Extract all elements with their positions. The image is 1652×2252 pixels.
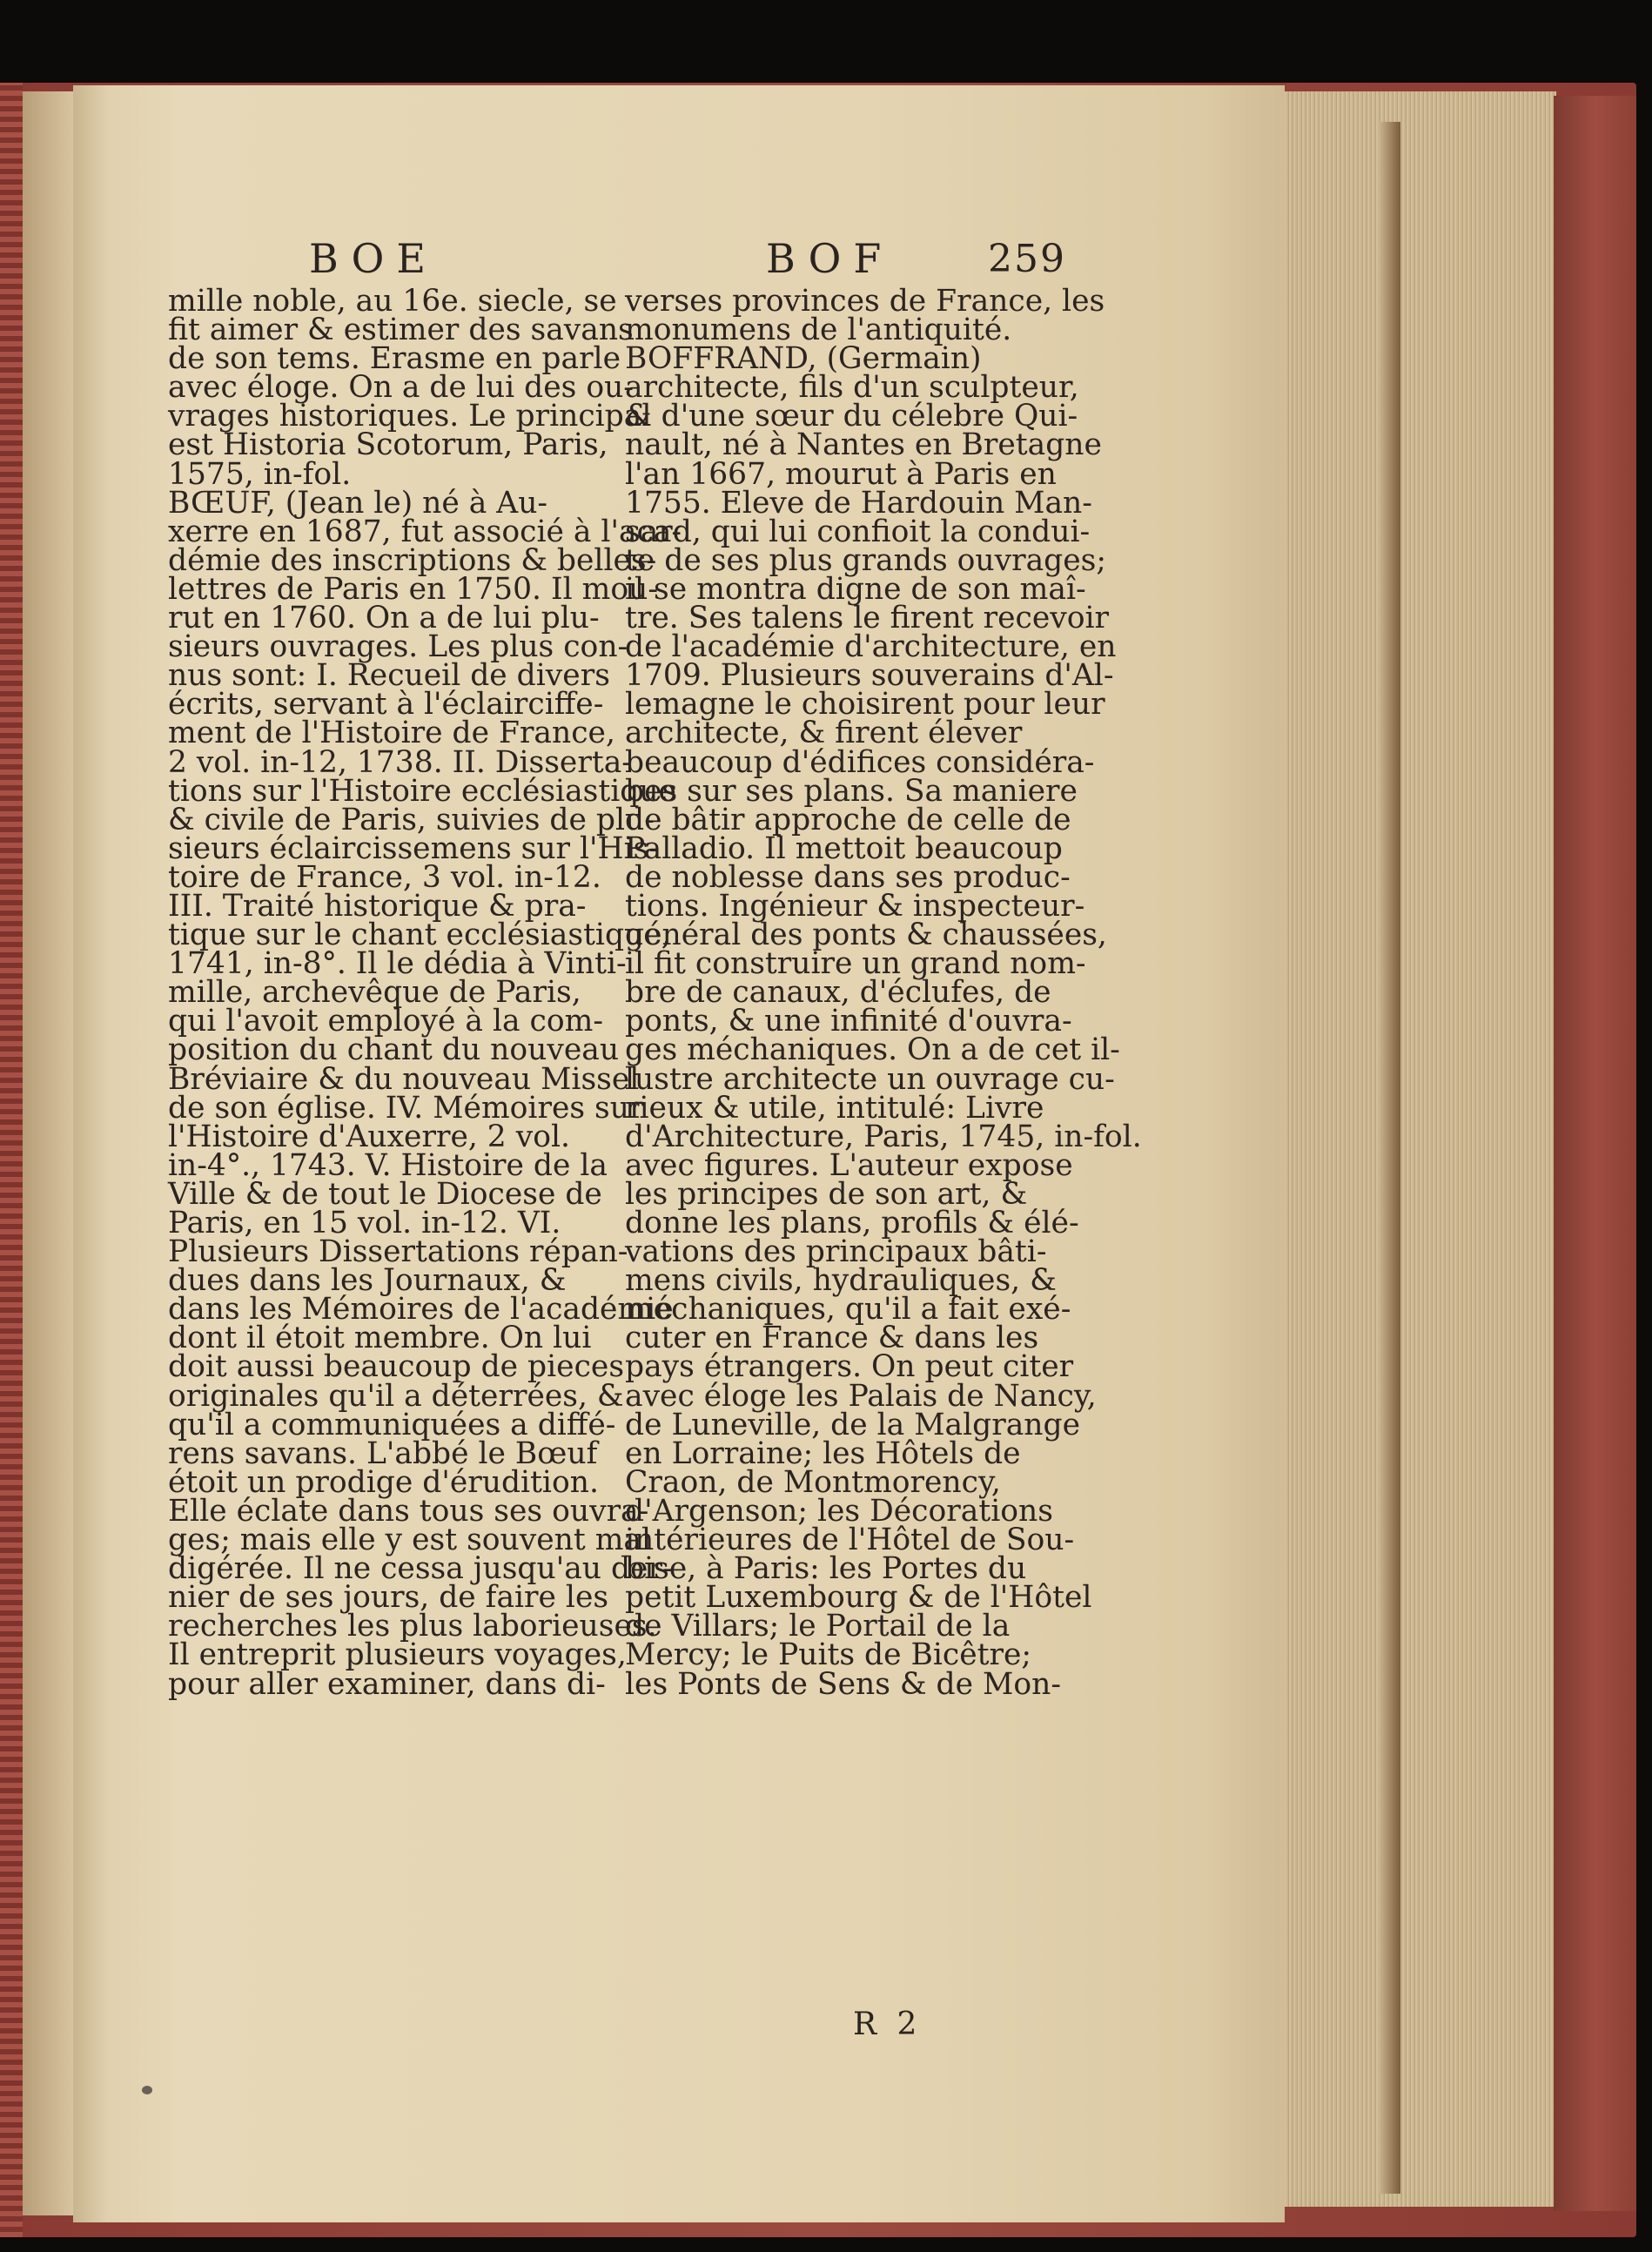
text-line: bise, à Paris: les Portes du xyxy=(625,1551,1027,1587)
text-line: de noblesse dans ses produc- xyxy=(625,859,1071,895)
text-line: ponts, & une infinité d'ouvra- xyxy=(625,1004,1072,1039)
text-line: étoit un prodige d'érudition. xyxy=(168,1464,599,1500)
text-line: rens savans. L'abbé le Bœuf xyxy=(168,1435,598,1471)
text-line: pays étrangers. On peut citer xyxy=(625,1349,1074,1385)
text-line: donne les plans, profils & élé- xyxy=(625,1206,1079,1240)
text-line: ges; mais elle y est souvent mal xyxy=(168,1523,652,1558)
page-stack-shadow xyxy=(1380,122,1400,2194)
text-line: architecte, & firent élever xyxy=(625,716,1023,751)
text-line: 2 vol. in-12, 1738. II. Disserta- xyxy=(168,744,632,780)
text-line: Craon, de Montmorency, xyxy=(625,1464,1001,1500)
text-line: il fit construire un grand nom- xyxy=(625,946,1086,982)
text-line: mens civils, hydrauliques, & xyxy=(625,1263,1057,1299)
text-line: tique sur le chant ecclésiastique, xyxy=(168,918,671,953)
page-number: 259 xyxy=(988,237,1066,281)
text-line: sieurs éclaircissemens sur l'His- xyxy=(168,830,659,866)
text-line: BŒUF, (Jean le) né à Au- xyxy=(168,485,548,521)
text-line: pour aller examiner, dans di- xyxy=(168,1666,606,1702)
text-line: Paris, en 15 vol. in-12. VI. xyxy=(168,1206,561,1240)
text-line: est Historia Scotorum, Paris, xyxy=(168,427,608,463)
text-line: l'Histoire d'Auxerre, 2 vol. xyxy=(168,1119,570,1154)
text-line: architecte, fils d'un sculpteur, xyxy=(625,370,1079,406)
text-line: il se montra digne de son maî- xyxy=(625,571,1086,607)
text-line: beaucoup d'édifices considéra- xyxy=(625,744,1095,780)
text-line: dans les Mémoires de l'académie xyxy=(168,1292,674,1328)
text-line: monumens de l'antiquité. xyxy=(625,313,1012,348)
text-line: de Villars; le Portail de la xyxy=(625,1609,1011,1644)
text-line: bes sur ses plans. Sa maniere xyxy=(625,773,1078,809)
text-line: & civile de Paris, suivies de plu- xyxy=(168,802,655,837)
text-line: originales qu'il a déterrées, & xyxy=(168,1378,624,1414)
text-line: cuter en France & dans les xyxy=(625,1321,1039,1356)
text-line: méchaniques, qu'il a fait exé- xyxy=(625,1292,1071,1328)
text-line: Ville & de tout le Diocese de xyxy=(168,1176,602,1212)
text-line: lemagne le choisirent pour leur xyxy=(625,687,1105,723)
text-line: les principes de son art, & xyxy=(625,1176,1028,1212)
text-line: nier de ses jours, de faire les xyxy=(168,1580,609,1616)
text-line: 1575, in-fol. xyxy=(168,456,352,492)
text-line: Palladio. Il mettoit beaucoup xyxy=(625,830,1063,866)
text-line: Mercy; le Puits de Bicêtre; xyxy=(625,1637,1032,1673)
text-line: dues dans les Journaux, & xyxy=(168,1263,567,1299)
left-text-column xyxy=(168,284,682,1702)
text-line: qui l'avoit employé à la com- xyxy=(168,1004,603,1039)
text-line: 1741, in-8°. Il le dédia à Vinti- xyxy=(168,946,627,982)
text-line: mille, archevêque de Paris, xyxy=(168,975,581,1011)
text-line: intérieures de l'Hôtel de Sou- xyxy=(625,1523,1075,1558)
right-text-column xyxy=(625,284,1142,1702)
text-line: les Ponts de Sens & de Mon- xyxy=(625,1666,1061,1702)
text-line: démie des inscriptions & belles- xyxy=(168,542,657,578)
text-line: avec éloge les Palais de Nancy, xyxy=(625,1378,1097,1414)
text-line: & d'une sœur du célebre Qui- xyxy=(625,399,1078,434)
text-line: nus sont: I. Recueil de divers xyxy=(168,658,610,694)
text-line: de son tems. Erasme en parle xyxy=(168,341,621,377)
text-line: de l'académie d'architecture, en xyxy=(625,629,1117,665)
text-line: Il entreprit plusieurs voyages, xyxy=(168,1637,627,1673)
text-line: ges méchaniques. On a de cet il- xyxy=(625,1032,1120,1068)
text-line: recherches les plus laborieuses. xyxy=(168,1609,657,1644)
text-line: tions sur l'Histoire ecclésiastique xyxy=(168,773,676,809)
text-line: lettres de Paris en 1750. Il mou- xyxy=(168,571,658,607)
text-line: de Luneville, de la Malgrange xyxy=(625,1407,1081,1442)
text-line: vrages historiques. Le principal xyxy=(168,399,652,434)
text-line: BOFFRAND, (Germain) xyxy=(625,341,982,377)
text-line: d'Argenson; les Décorations xyxy=(625,1493,1053,1529)
text-line: général des ponts & chaussées, xyxy=(625,918,1107,953)
text-line: Plusieurs Dissertations répan- xyxy=(168,1234,628,1270)
left-page-edge xyxy=(23,91,73,2215)
text-line: écrits, servant à l'éclairciffe- xyxy=(168,687,604,723)
text-line: de bâtir approche de celle de xyxy=(625,802,1071,837)
text-line: fit aimer & estimer des savans xyxy=(168,313,634,348)
text-line: lustre architecte un ouvrage cu- xyxy=(625,1061,1115,1097)
text-line: 1755. Eleve de Hardouin Man- xyxy=(625,485,1092,521)
cover-left-edge xyxy=(0,83,23,2237)
cover-right-edge xyxy=(1554,96,1636,2211)
text-line: de son église. IV. Mémoires sur xyxy=(168,1090,644,1126)
text-line: doit aussi beaucoup de pieces xyxy=(168,1349,625,1385)
text-line: Bréviaire & du nouveau Missel xyxy=(168,1061,640,1097)
text-line: en Lorraine; les Hôtels de xyxy=(625,1435,1021,1471)
text-line: rieux & utile, intitulé: Livre xyxy=(625,1090,1044,1126)
text-line: avec éloge. On a de lui des ou- xyxy=(168,370,634,406)
text-line: te de ses plus grands ouvrages; xyxy=(625,542,1107,578)
text-line: nault, né à Nantes en Bretagne xyxy=(625,427,1102,463)
ink-spot xyxy=(142,2086,152,2094)
text-line: toire de France, 3 vol. in-12. xyxy=(168,859,601,895)
signature-mark: R 2 xyxy=(853,2007,923,2042)
text-line: xerre en 1687, fut associé à l'aca- xyxy=(168,514,682,549)
text-line: III. Traité historique & pra- xyxy=(168,888,587,924)
text-line: Elle éclate dans tous ses ouvra- xyxy=(168,1493,649,1529)
page-stack-edges xyxy=(1253,91,1556,2207)
text-line: vations des principaux bâti- xyxy=(625,1234,1047,1270)
text-line: avec figures. L'auteur expose xyxy=(625,1147,1073,1183)
text-line: digérée. Il ne cessa jusqu'au der- xyxy=(168,1551,673,1587)
text-line: bre de canaux, d'éclufes, de xyxy=(625,975,1051,1011)
text-line: in-4°., 1743. V. Histoire de la xyxy=(168,1147,608,1183)
text-line: rut en 1760. On a de lui plu- xyxy=(168,601,600,636)
text-line: d'Architecture, Paris, 1745, in-fol. xyxy=(625,1119,1142,1154)
text-line: l'an 1667, mourut à Paris en xyxy=(625,456,1057,492)
text-line: tre. Ses talens le firent recevoir xyxy=(625,601,1110,636)
text-line: tions. Ingénieur & inspecteur- xyxy=(625,888,1085,924)
text-line: petit Luxembourg & de l'Hôtel xyxy=(625,1580,1092,1616)
running-head-left: BOE xyxy=(309,235,438,282)
text-line: ment de l'Histoire de France, xyxy=(168,716,615,751)
text-line: position du chant du nouveau xyxy=(168,1032,620,1068)
text-line: verses provinces de France, les xyxy=(625,284,1105,319)
text-line: qu'il a communiquées a diffé- xyxy=(168,1407,616,1442)
text-line: sieurs ouvrages. Les plus con- xyxy=(168,629,628,665)
text-line: 1709. Plusieurs souverains d'Al- xyxy=(625,658,1114,694)
running-head-right: BOF xyxy=(766,235,894,282)
text-line: mille noble, au 16e. siecle, se xyxy=(168,284,617,319)
text-line: sard, qui lui confioit la condui- xyxy=(625,514,1091,549)
text-line: dont il étoit membre. On lui xyxy=(168,1321,592,1356)
